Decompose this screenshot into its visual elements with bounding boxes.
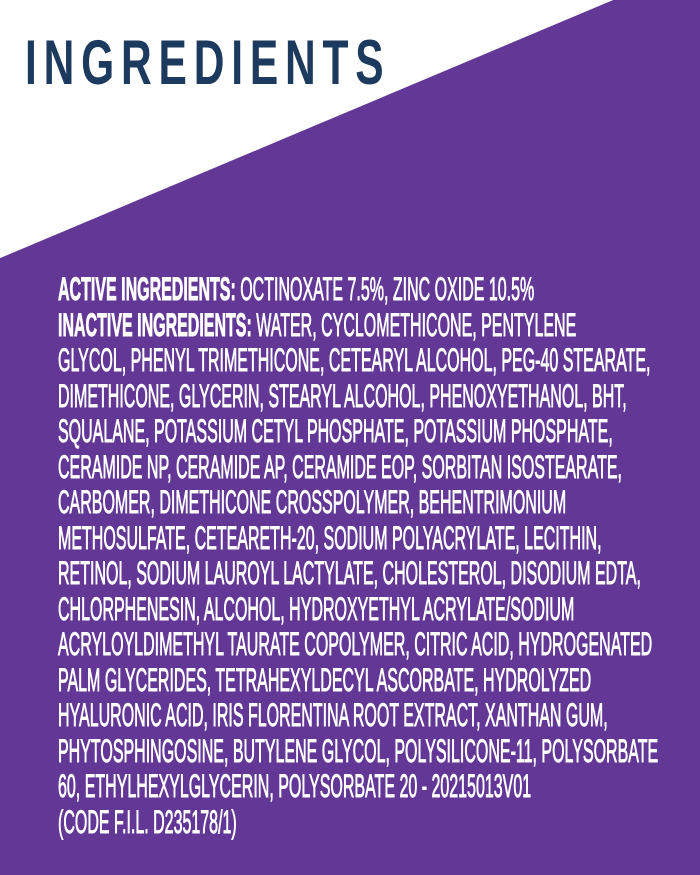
- ingredient-line: GLYCOL, PHENYL TRIMETHICONE, CETEARYL ALCOHOL, PEG-40 STEARATE,: [58, 342, 651, 378]
- ingredient-line: DIMETHICONE, GLYCERIN, STEARYL ALCOHOL, PHENOXYETHANOL, BHT,: [58, 377, 627, 414]
- ingredient-line: SQUALANE, POTASSIUM CETYL PHOSPHATE, POTASSIUM PHOSPHATE,: [58, 413, 613, 449]
- ingredients-text-block: [58, 272, 700, 840]
- ingredient-line: PHYTOSPHINGOSINE, BUTYLENE GLYCOL, POLYSILICONE-11, POLYSORBATE: [58, 732, 659, 769]
- ingredient-line: CHLORPHENESIN, ALCOHOL, HYDROXYETHYL ACRYLATE/SODIUM: [58, 590, 575, 627]
- ingredient-line: METHOSULFATE, CETEARETH-20, SODIUM POLYACRYLATE, LECITHIN,: [58, 519, 602, 556]
- fil-code-line: (CODE F.I.L. D235178/1): [58, 803, 237, 840]
- ingredient-line: PALM GLYCERIDES, TETRAHEXYLDECYL ASCORBATE, HYDROLYZED: [58, 661, 592, 698]
- active-ingredients-value: OCTINOXATE 7.5%, ZINC OXIDE 10.5%: [235, 271, 535, 307]
- ingredient-line: RETINOL, SODIUM LAUROYL LACTYLATE, CHOLESTEROL, DISODIUM EDTA,: [58, 555, 641, 591]
- active-ingredients-label: ACTIVE INGREDIENTS:: [58, 271, 236, 307]
- inactive-ingredients-label: INACTIVE INGREDIENTS:: [58, 306, 252, 343]
- inactive-ingredients-line: [58, 308, 576, 344]
- ingredient-line: CERAMIDE NP, CERAMIDE AP, CERAMIDE EOP, SORBITAN ISOSTEARATE,: [58, 448, 622, 485]
- inactive-ingredients-value: WATER, CYCLOMETHICONE, PENTYLENE: [251, 306, 577, 343]
- ingredient-line: 60, ETHYLHEXYLGLYCERIN, POLYSORBATE 20 - 20215013V01: [58, 768, 532, 804]
- ingredient-line: HYALURONIC ACID, IRIS FLORENTINA ROOT EXTRACT, XANTHAN GUM,: [58, 697, 608, 733]
- active-ingredients-line: [58, 272, 534, 308]
- ingredient-line: CARBOMER, DIMETHICONE CROSSPOLYMER, BEHENTRIMONIUM: [58, 484, 567, 520]
- ingredient-line: ACRYLOYLDIMETHYL TAURATE COPOLYMER, CITRIC ACID, HYDROGENATED: [58, 626, 653, 662]
- page-title: INGREDIENTS: [25, 28, 391, 98]
